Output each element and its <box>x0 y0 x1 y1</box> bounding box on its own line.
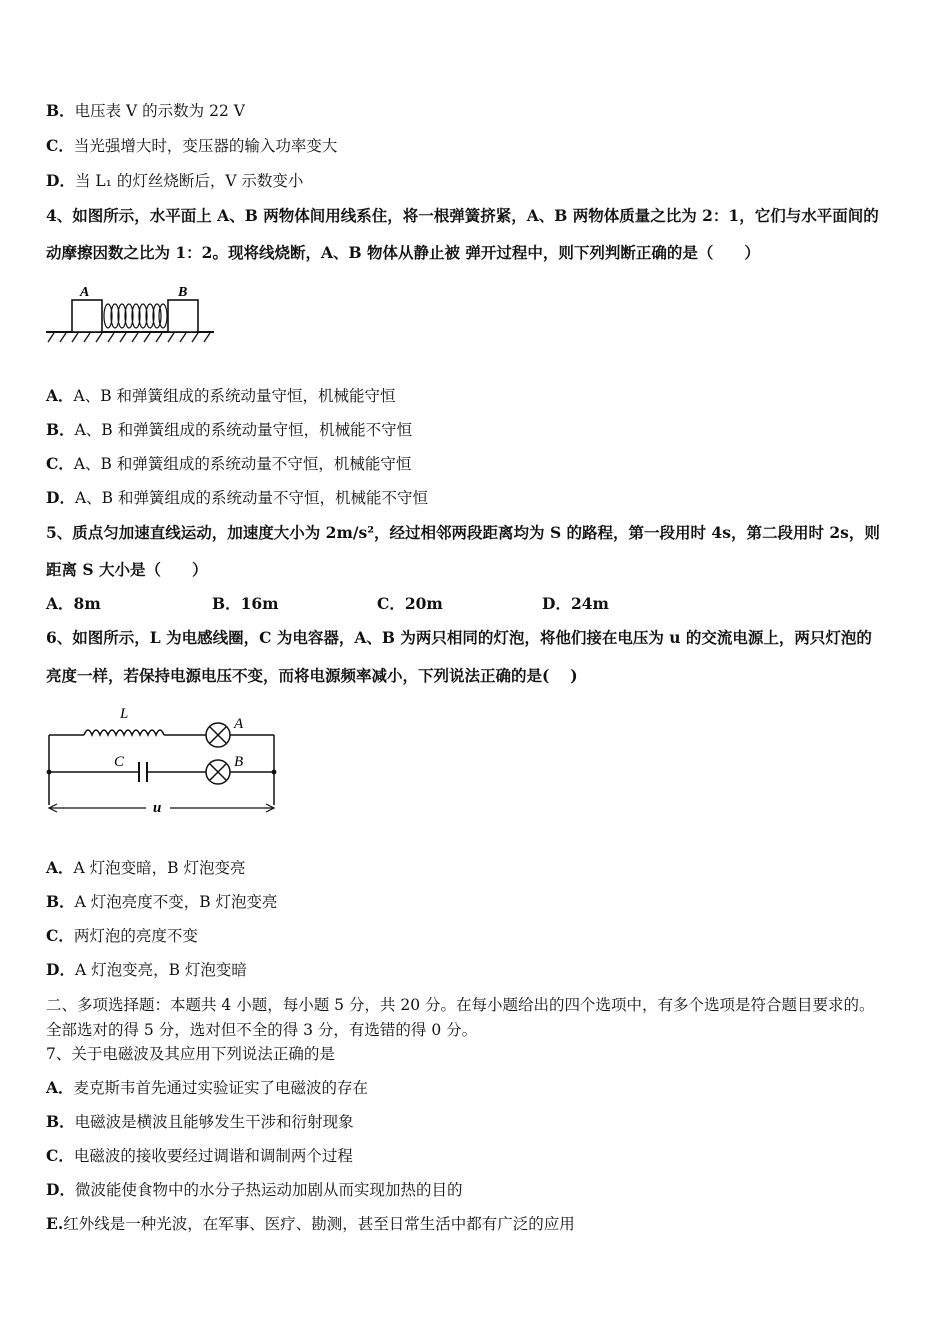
q4-stem-line2: 动摩擦因数之比为 1：2。现将线烧断，A、B 物体从静止被 弹开过程中，则下列判断正确的是（ ） <box>46 243 760 262</box>
q6-option-d: D．A 灯泡变亮，B 灯泡变暗 <box>46 960 247 979</box>
q4-option-b: B．A、B 和弹簧组成的系统动量守恒，机械能不守恒 <box>46 420 413 439</box>
q5-options <box>46 593 906 615</box>
q6-option-a: A．A 灯泡变暗，B 灯泡变亮 <box>46 858 246 877</box>
q4-option-d: D．A、B 和弹簧组成的系统动量不守恒，机械能不守恒 <box>46 488 428 507</box>
label-u: u <box>153 800 162 816</box>
q5-option-d: D．24m <box>542 594 609 613</box>
q7-option-d: D．微波能使食物中的水分子热运动加剧从而实现加热的目的 <box>46 1180 463 1199</box>
q5-stem-line1: 5、质点匀加速直线运动，加速度大小为 2m/s²，经过相邻两段距离均为 S 的路程，第一段用时 4s，第二段用时 2s，则 <box>46 523 880 542</box>
q5-stem-line2: 距离 S 大小是（ ） <box>46 560 208 579</box>
q4-option-a: A．A、B 和弹簧组成的系统动量守恒，机械能守恒 <box>46 386 396 405</box>
q7-option-e: E.红外线是一种光波，在军事、医疗、勘测，甚至日常生活中都有广泛的应用 <box>46 1214 575 1233</box>
q6-stem-line2: 亮度一样，若保持电源电压不变，而将电源频率减小，下列说法正确的是( ) <box>46 666 578 685</box>
q3-option-b: B．电压表 V 的示数为 22 V <box>46 101 245 120</box>
q4-option-c: C．A、B 和弹簧组成的系统动量不守恒，机械能守恒 <box>46 454 412 473</box>
block-b <box>168 300 198 332</box>
block-a <box>72 300 102 332</box>
inductor-coil <box>84 730 164 735</box>
q5-option-b: B．16m <box>212 594 279 613</box>
spring-blocks-figure <box>44 282 216 348</box>
q6-stem-line1: 6、如图所示，L 为电感线圈，C 为电容器，A、B 为两只相同的灯泡，将他们接在电压为 u 的交流电源上，两只灯泡的 <box>46 628 872 647</box>
q4-stem-line1: 4、如图所示，水平面上 A、B 两物体间用线系住，将一根弹簧挤紧，A、B 两物体质量之比为 2：1，它们与水平面间的 <box>46 206 879 225</box>
q6-option-c: C．两灯泡的亮度不变 <box>46 926 198 945</box>
label-b: B <box>234 754 244 770</box>
q7-option-b: B．电磁波是横波且能够发生干涉和衍射现象 <box>46 1112 354 1131</box>
label-c: C <box>114 754 125 770</box>
q3-option-d: D．当 L₁ 的灯丝烧断后，V 示数变小 <box>46 171 304 190</box>
section2-header-line1: 二、多项选择题：本题共 4 小题，每小题 5 分，共 20 分。在每小题给出的四个选项中，有多个选项是符合题目要求的。 <box>46 996 875 1014</box>
q7-option-c: C．电磁波的接收要经过调谐和调制两个过程 <box>46 1146 353 1165</box>
label-a: A <box>80 285 90 300</box>
q5-option-c: C．20m <box>377 594 443 613</box>
q5-option-a: A．8m <box>46 594 101 613</box>
label-a: A <box>234 716 244 732</box>
spring <box>104 304 167 328</box>
q7-stem: 7、关于电磁波及其应用下列说法正确的是 <box>46 1045 335 1063</box>
q3-option-c: C．当光强增大时，变压器的输入功率变大 <box>46 136 338 155</box>
q7-option-a: A．麦克斯韦首先通过实验证实了电磁波的存在 <box>46 1078 369 1097</box>
q6-option-b: B．A 灯泡亮度不变，B 灯泡变亮 <box>46 892 278 911</box>
lc-circuit-figure <box>42 700 282 820</box>
section2-header-line2: 全部选对的得 5 分，选对但不全的得 3 分，有选错的得 0 分。 <box>46 1021 478 1039</box>
label-b: B <box>178 285 188 300</box>
label-l: L <box>120 706 129 722</box>
